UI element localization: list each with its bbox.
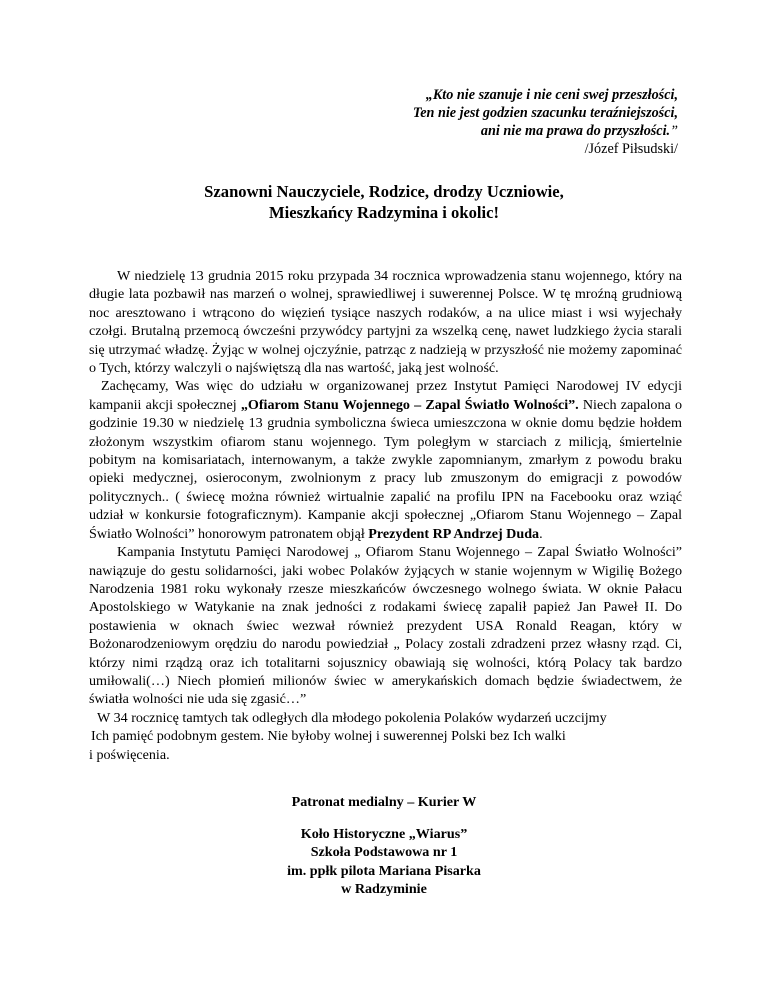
quote-author: /Józef Piłsudski/ [584, 141, 678, 157]
greeting-line-2: Mieszkańcy Radzymina i okolic! [269, 202, 499, 222]
paragraph-1: W niedzielę 13 grudnia 2015 roku przypada 34 rocznica wprowadzenia stanu wojennego, który na długie lata pozbawił nas marzeń o wolnej, sprawiedliwej i suwerennej Polsce. W tę mroźną grudniową noc aresztowano i wtrącono do więzień tysiące naszych rodaków, a na ulice miast i wsi wyjechały czołgi. Brutalną przemocą ówcześni przywódcy partyjni za wszelką cenę, nawet ludzkiego życia starali się utrzymać władzę. Żyjąc w wolnej ojczyźnie, patrząc z nadzieją w przyszłość nie możemy zapominać o Tych, którzy walczyli o najświętszą dla nas wartość, jaką jest wolność. [89, 268, 682, 377]
quote-line-3-text: ani nie ma prawa do przyszłości. [480, 123, 671, 139]
paragraph-2 [89, 377, 682, 543]
epigraph-quote [258, 86, 678, 158]
paragraph-2-intro: Zachęcamy, Was więc do udziału w organizowanej przez Instytut Pamięci Narodowej IV edycji kampanii akcji społecznej [89, 378, 682, 413]
organizer-line-2: Szkoła Podstawowa nr 1 [310, 844, 458, 861]
greeting-line-1: Szanowni Nauczyciele, Rodzice, drodzy Uczniowie, [204, 182, 564, 201]
paragraph-4-line-2: Ich pamięć podobnym gestem. Nie byłoby wolnej i suwerennej Polski bez Ich walki [91, 728, 566, 745]
quote-line-3 [258, 122, 678, 140]
organizer-line-3: im. ppłk pilota Mariana Pisarka [287, 862, 481, 879]
quote-line-2: Ten nie jest godzien szacunku teraźniejszości, [412, 105, 678, 121]
paragraph-3: Kampania Instytutu Pamięci Narodowej „ Ofiarom Stanu Wojennego – Zapal Światło Wolności” nawiązuje do gestu solidarności, jaki wobec Polaków żyjących w stanie wojennym w Wigilię Bożego Narodzenia 1981 roku wykonały rzesze mieszkańców ówczesnego wolnego świata. W oknie Pałacu Apostolskiego w Watykanie na znak jedności z rodakami świecę zapalił papież Jan Paweł II. Do postawienia w oknach świec wezwał również prezydent USA Ronald Reagan, który w Bożonarodzeniowym orędziu do narodu powiedział „ Polacy zostali zdradzeni przez własny rząd. Ci, którzy nimi rządzą oraz ich totalitarni sojusznicy obawiają się wolności, którą Polacy tak bardzo umiłowali(…) Niech płomień milionów świec w amerykańskich domach będzie świadectwem, że światła wolności nie uda się zgasić…” [89, 544, 682, 708]
greeting-heading [0, 182, 768, 223]
paragraph-4 [89, 709, 682, 764]
campaign-name: „Ofiarom Stanu Wojennego – Zapal Światło Wolności”. [240, 396, 579, 413]
organizer-line-1: Koło Historyczne „Wiarus” [300, 826, 468, 842]
paragraph-2-end: . [539, 525, 543, 542]
letter-body [89, 267, 682, 764]
organizer-line-4: w Radzyminie [341, 881, 427, 898]
media-patronage: Patronat medialny – Kurier W [291, 794, 477, 810]
quote-closing-mark: ” [670, 123, 678, 139]
paragraph-2-body: Niech zapalona o godzinie 19.30 w niedzielę 13 grudnia symboliczna świeca umieszczona w oknie domu będzie hołdem złożonym wszystkim ofiarom stanu wojennego. Tym poległym w starciach z milicją, śmiertelnie pobitym na komisariatach, internowanym, a także zwykle zapomnianym, zmarłym z powodu braku opieki medycznej, osieroconym, zwolnionym z pracy lub zmuszonym do emigracji z powodów politycznych.. ( świecę można również wirtualnie zapalić na profilu IPN na Facebooku oraz wziąć udział w konkursie fotograficznym). Kampanie akcji społecznej „Ofiarom Stanu Wojennego – Zapal Światło Wolności” honorowym patronatem objął [89, 396, 682, 542]
patron-name: Prezydent RP Andrzej Duda [368, 525, 540, 542]
organizer-signature [0, 825, 768, 899]
quote-line-1: „Kto nie szanuje i nie ceni swej przeszłości, [425, 87, 678, 103]
paragraph-4-line-3: i poświęcenia. [89, 746, 170, 763]
paragraph-4-line-1: W 34 rocznicę tamtych tak odległych dla młodego pokolenia Polaków wydarzeń uczcijmy [97, 709, 607, 726]
